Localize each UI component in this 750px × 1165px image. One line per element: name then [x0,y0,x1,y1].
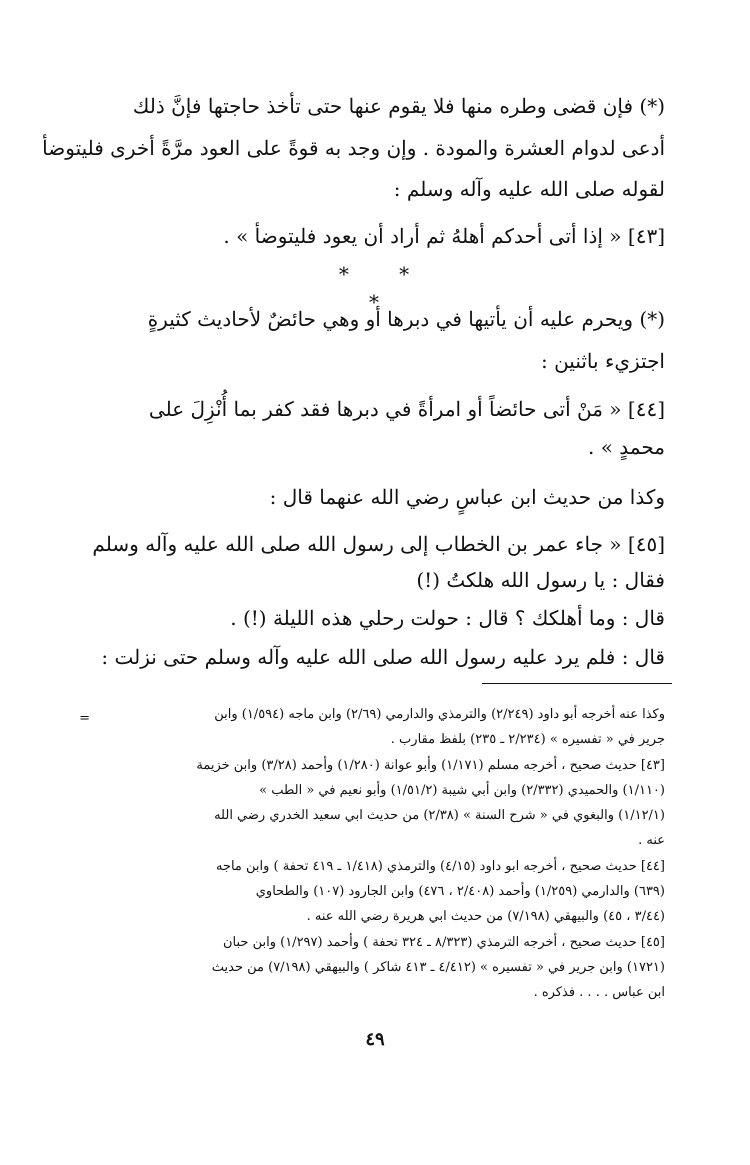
main-line: (*) ويحرم عليه أن يأتيها في دبرها أو وهي حائضٌ لأحاديث كثيرةٍ [147,307,665,331]
footnote-44: [٤٤] حديث صحيح ، أخرجه ابو داود (٤/١٥) والترمذي (١/٤١٨ ـ ٤١٩ تحفة ) وابن ماجه [215,859,665,874]
footnote-45: [٤٥] حديث صحيح ، أخرجه الترمذي (٨/٣٢٣ ـ ٣٢٤ تحفة ) وأحمد (١/٢٩٧) وابن حبان [222,935,665,950]
hadith-45: [٤٥] « جاء عمر بن الخطاب إلى رسول الله صلى الله عليه وآله وسلم [92,532,665,556]
footnote-separator [482,683,672,684]
main-line: قال : فلم يرد عليه رسول الله صلى الله عليه وآله وسلم حتى نزلت : [101,645,665,669]
footnote-line: ابن عباس . . . . فذكره . [533,985,665,1000]
footnote-line: (١/١٢/١) والبغوي في « شرح السنة » (٢/٣٨) من حديث ابي سعيد الخدري رضي الله [214,808,665,823]
main-line: قال : وما أهلكك ؟ قال : حولت رحلي هذه الليلة (!) . [230,606,665,630]
main-line: أدعى لدوام العشرة والمودة . وإن وجد به قوةً على العود مرَّةً أخرى فليتوضأ [42,136,665,160]
footnote-43: [٤٣] حديث صحيح ، أخرجه مسلم (١/١٧١) وأبو عوانة (١/٢٨٠) وأحمد (٣/٢٨) وابن خزيمة [196,758,665,773]
main-line: فقال : يا رسول الله هلكتُ (!) [416,568,665,592]
page-number: ٤٩ [365,1029,385,1050]
footnote-line: (١٧٢١) وابن جرير في « تفسيره » (٤/٤١٢ ـ ٤١٣ شاكر ) والبيهقي (٧/١٩٨) من حديث [211,960,665,975]
footnote-line: (١/١١٠) والحميدي (٢/٣٣٢) وابن أبي شيبة (١/٥١/٢) وأبو نعيم في « الطب » [259,783,665,798]
footnote-line: (٣/٤٤ ، ٤٥) والبيهقي (٧/١٩٨) من حديث ابي هريرة رضي الله عنه . [306,909,665,924]
separator-stars: * * * [338,262,432,314]
hadith-44: [٤٤] « مَنْ أتى حائضاً أو امرأةً في دبرها فقد كفر بما أُنْزِلَ على [148,397,665,421]
footnote-line: (٦٣٩) والدارمي (١/٢٥٩) وأحمد (٢/٤٠٨ ، ٤٧٦) وابن الجارود (١٠٧) والطحاوي [255,884,665,899]
footnote-line: وكذا عنه أخرجه أبو داود (٢/٢٤٩) والترمذي والدارمي (٢/٦٩) وابن ماجه (١/٥٩٤) وابن [214,707,665,722]
main-line: اجتزيء باثنين : [540,349,665,373]
hadith-43: [٤٣] « إذا أتى أحدكم أهلهُ ثم أراد أن يعود فليتوضأ » . [223,224,665,248]
main-line: محمدٍ » . [588,435,665,459]
main-line: وكذا من حديث ابن عباسٍ رضي الله عنهما قال : [269,485,665,509]
main-line: لقوله صلى الله عليه وآله وسلم : [393,177,665,201]
footnote-continuation-mark: = [79,711,90,726]
main-line: (*) فإن قضى وطره منها فلا يقوم عنها حتى تأخذ حاجتها فإنَّ ذلك [132,94,665,118]
footnote-line: جرير في « تفسيره » (٢/٢٣٤ ـ ٢٣٥) بلفظ مقارب . [390,732,665,747]
footnote-line: عنه . [638,833,665,848]
